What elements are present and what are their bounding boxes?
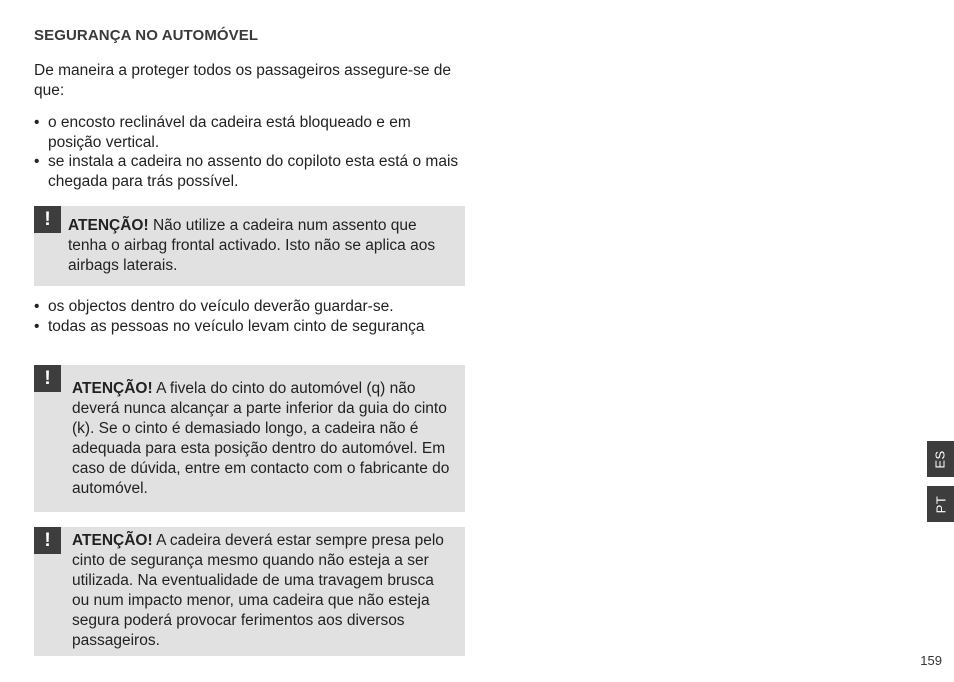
language-tab-es[interactable] bbox=[927, 441, 954, 477]
warning-lead: ATENÇÃO! bbox=[68, 217, 149, 234]
checklist-1 bbox=[34, 113, 466, 191]
warning-text bbox=[72, 531, 453, 651]
list-item bbox=[34, 317, 466, 337]
warning-box-secured bbox=[34, 527, 465, 656]
bullet-icon: • bbox=[34, 317, 40, 335]
intro-paragraph: De maneira a proteger todos os passageiros assegure-se de que: bbox=[34, 62, 452, 99]
list-item bbox=[34, 297, 466, 317]
warning-lead: ATENÇÃO! bbox=[72, 532, 153, 549]
warning-body: A fivela do cinto do automóvel (q) não deverá nunca alcançar a parte inferior da guia do cinto (k). Se o cinto é demasiado longo, a cadeira não é adequada para esta posição dentro do automóvel. Em caso de dúvida, entre em contacto com o fabricante do automóvel. bbox=[72, 380, 450, 497]
language-tab-label: PT bbox=[933, 495, 948, 513]
list-item bbox=[34, 152, 466, 191]
warning-lead: ATENÇÃO! bbox=[72, 380, 153, 397]
warning-body: A cadeira deverá estar sempre presa pelo cinto de segurança mesmo quando não esteja a ser utilizada. Na eventualidade de uma travagem brusca ou num impacto menor, uma cadeira que não esteja segura poderá provocar ferimentos aos diversos passageiros. bbox=[72, 532, 444, 649]
warning-text bbox=[68, 216, 453, 276]
warning-box-airbag bbox=[34, 206, 465, 286]
list-item bbox=[34, 113, 466, 152]
warning-text bbox=[72, 379, 453, 499]
list-item-text: o encosto reclinável da cadeira está bloqueado e em posição vertical. bbox=[48, 114, 411, 151]
exclamation-icon: ! bbox=[34, 527, 61, 554]
list-item-text: todas as pessoas no veículo levam cinto de segurança bbox=[48, 317, 425, 335]
list-item-text: se instala a cadeira no assento do copiloto esta está o mais chegada para trás possível. bbox=[48, 153, 459, 190]
list-item-text: os objectos dentro do veículo deverão guardar-se. bbox=[48, 298, 394, 315]
checklist-2 bbox=[34, 297, 466, 336]
language-tab-label: ES bbox=[933, 449, 948, 469]
warning-body: Não utilize a cadeira num assento que tenha o airbag frontal activado. Isto não se aplica aos airbags laterais. bbox=[68, 217, 436, 274]
exclamation-icon: ! bbox=[34, 206, 61, 233]
warning-box-buckle bbox=[34, 365, 465, 512]
bullet-icon: • bbox=[34, 298, 40, 315]
bullet-icon: • bbox=[34, 114, 40, 131]
page-number: 159 bbox=[920, 653, 942, 668]
exclamation-icon: ! bbox=[34, 365, 61, 392]
section-heading: SEGURANÇA NO AUTOMÓVEL bbox=[34, 27, 259, 44]
bullet-icon: • bbox=[34, 153, 40, 170]
language-tab-pt[interactable] bbox=[927, 486, 954, 522]
